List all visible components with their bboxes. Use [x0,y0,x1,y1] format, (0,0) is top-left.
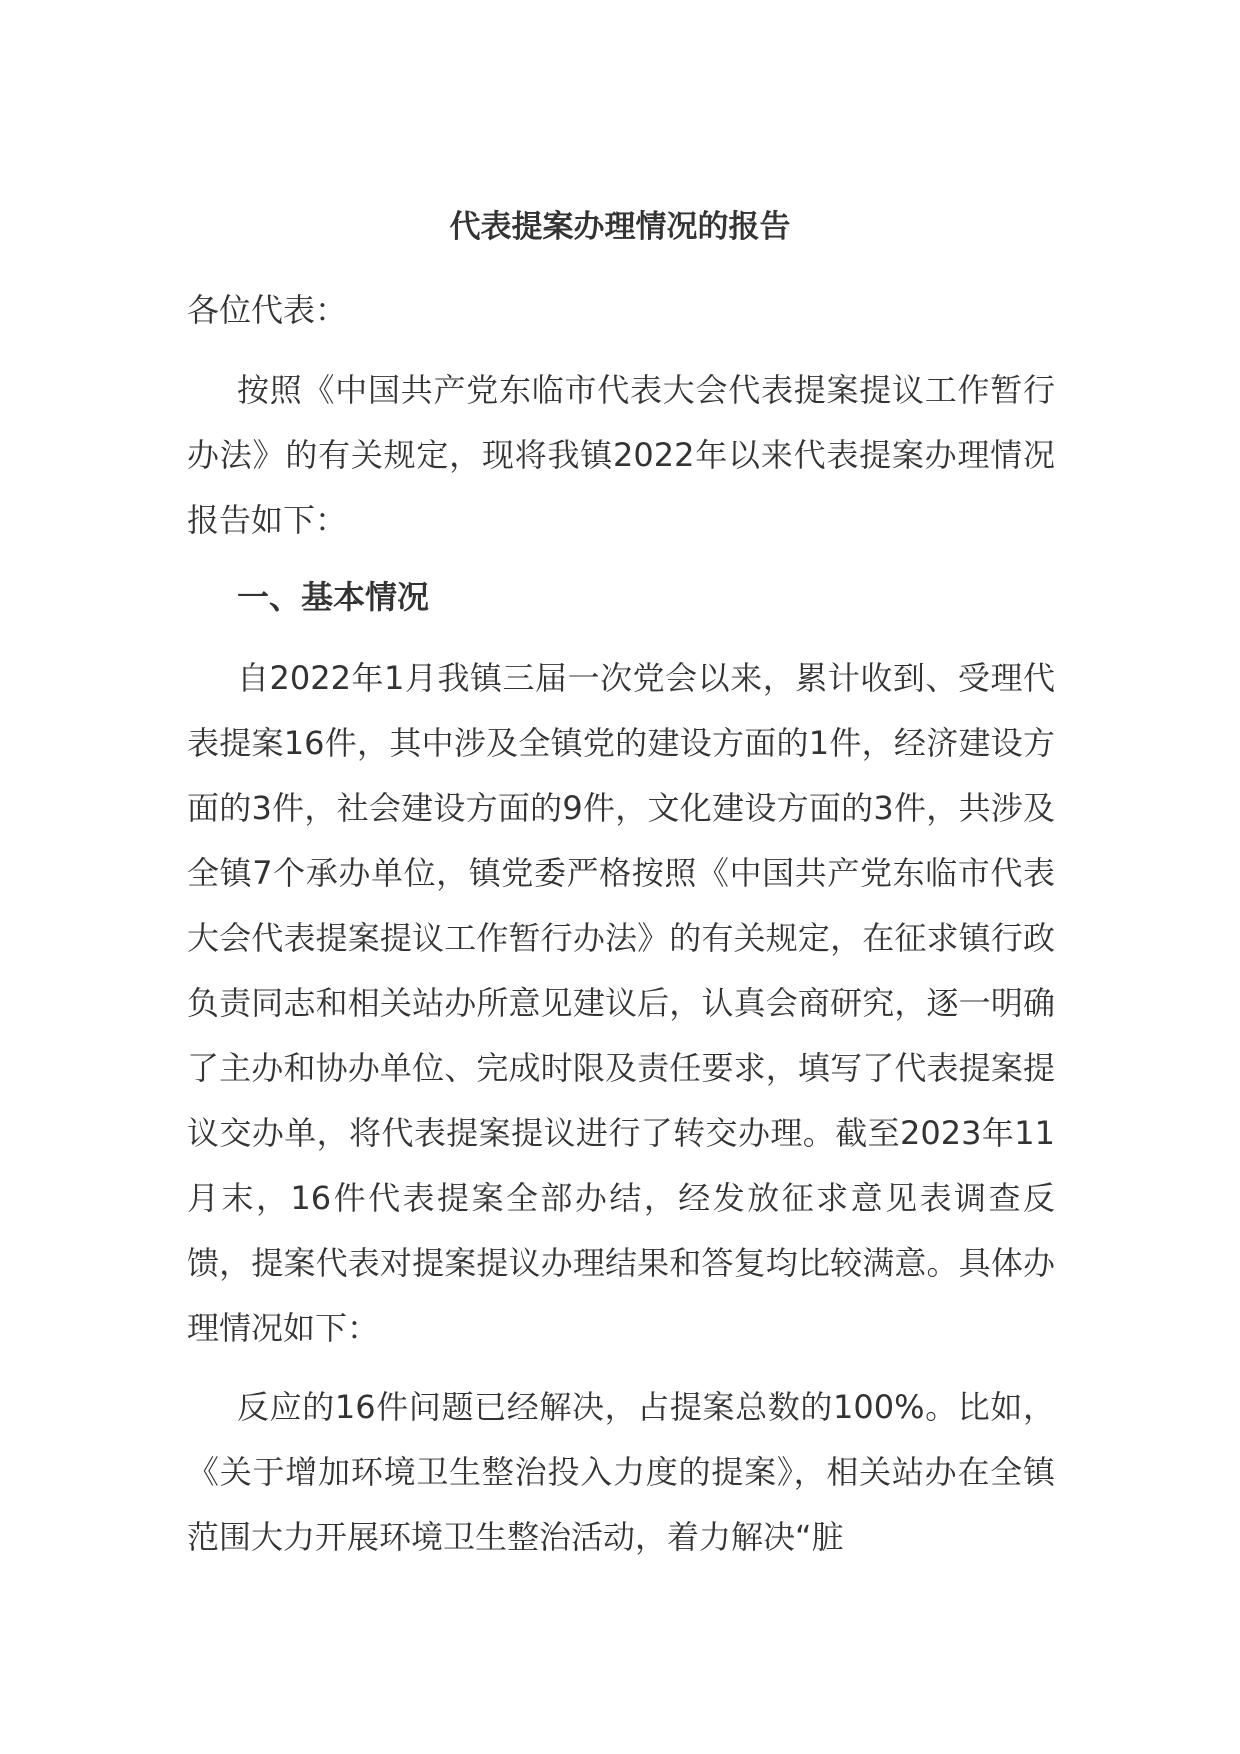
document-title: 代表提案办理情况的报告 [449,209,791,245]
intro-paragraph: 按照《中国共产党东临市代表大会代表提案提议工作暂行办法》的有关规定，现将我镇2022年以来代表提案办理情况报告如下： [187,371,1055,539]
body-paragraph: 反应的16件问题已经解决，占提案总数的100%。比如，《关于增加环境卫生整治投入力度的提案》，相关站办在全镇范围大力开展环境卫生整治活动，着力解决“脏 [187,1388,1055,1556]
salutation: 各位代表： [187,291,348,329]
body-paragraph: 自2022年1月我镇三届一次党会以来，累计收到、受理代表提案16件，其中涉及全镇党的建设方面的1件，经济建设方面的3件，社会建设方面的9件，文化建设方面的3件，共涉及全镇7个承办单位，镇党委严格按照《中国共产党东临市代表大会代表提案提议工作暂行办法》的有关规定，在征求镇行政负责同志和相关站办所意见建议后，认真会商研究，逐一明确了主办和协办单位、完成时限及责任要求，填写了代表提案提议交办单，将代表提案提议进行了转交办理。截至2023年11月末，16件代表提案全部办结，经发放征求意见表调查反馈，提案代表对提案提议办理结果和答复均比较满意。具体办理情况如下： [187,659,1055,1347]
section-heading: 一、基本情况 [237,578,430,616]
